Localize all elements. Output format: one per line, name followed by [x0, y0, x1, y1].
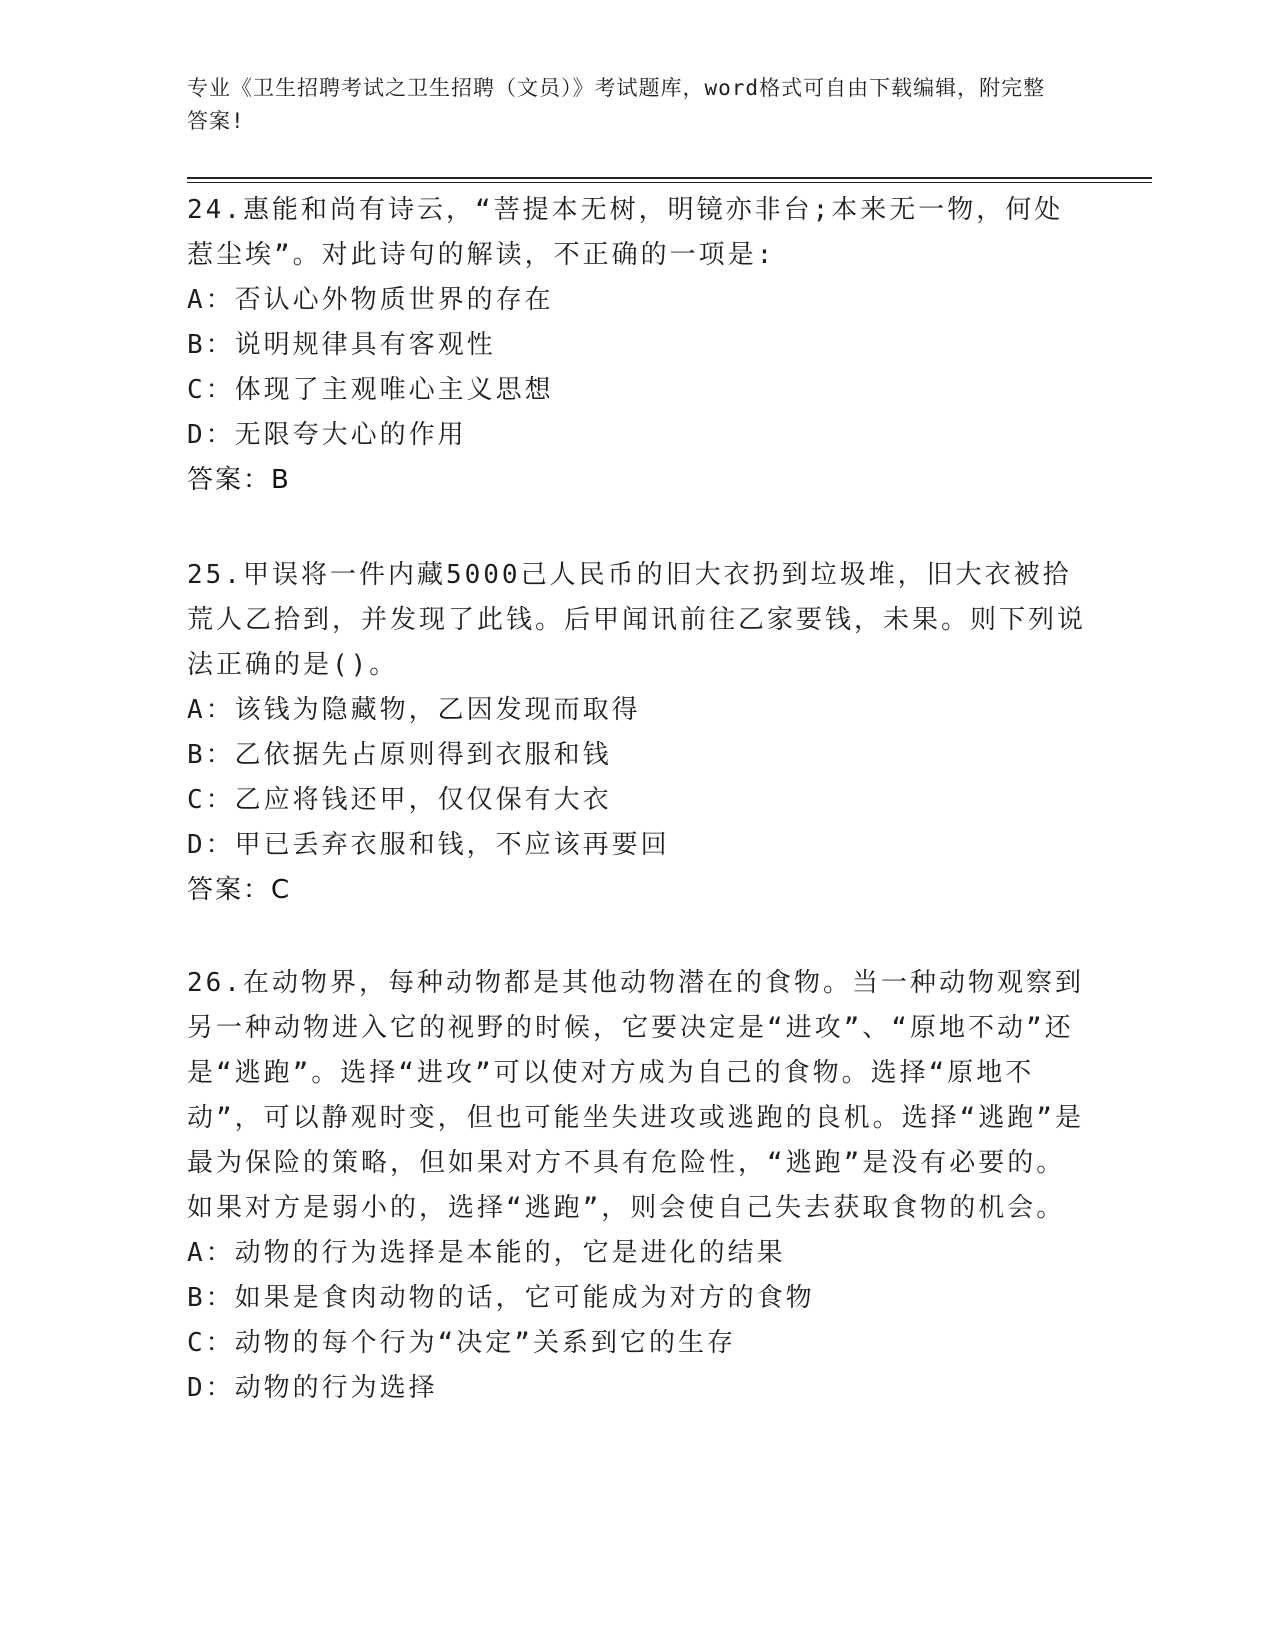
option-b: B：乙依据先占原则得到衣服和钱 — [187, 740, 612, 770]
header-divider-thick — [187, 177, 1152, 179]
option-a: A：动物的行为选择是本能的，它是进化的结果 — [187, 1238, 786, 1268]
document-header: 专业《卫生招聘考试之卫生招聘（文员）》考试题库，word格式可自由下载编辑，附完整答案! — [187, 76, 1046, 133]
option-d: D：无限夸大心的作用 — [187, 420, 467, 450]
option-c: C：动物的每个行为“决定”关系到它的生存 — [187, 1328, 736, 1358]
question-stem: 26.在动物界，每种动物都是其他动物潜在的食物。当一种动物观察到另一种动物进入它的视野的时候，它要决定是“进攻”、“原地不动”还是“逃跑”。选择“进攻”可以使对方成为自己的食物。选择“原地不动”，可以静观时变，但也可能坐失进攻或逃跑的良机。选择“逃跑”是最为保险的策略，但如果对方不具有危险性，“逃跑”是没有必要的。如果对方是弱小的，选择“逃跑”，则会使自己失去获取食物的机会。 — [187, 968, 1084, 1223]
option-a: A：否认心外物质世界的存在 — [187, 285, 554, 315]
header-divider-thin — [187, 182, 1152, 183]
option-b: B：说明规律具有客观性 — [187, 330, 496, 360]
question-stem: 25.甲误将一件内藏5000己人民币的旧大衣扔到垃圾堆，旧大衣被拾荒人乙拾到，并发现了此钱。后甲闻讯前往乙家要钱，未果。则下列说法正确的是()。 — [187, 560, 1087, 680]
question-25 — [187, 553, 1087, 913]
question-stem: 24.惠能和尚有诗云，“菩提本无树，明镜亦非台;本来无一物，何处惹尘埃”。对此诗句的解读，不正确的一项是: — [187, 195, 1064, 270]
option-c: C：体现了主观唯心主义思想 — [187, 375, 554, 405]
question-24 — [187, 188, 1087, 503]
question-26 — [187, 961, 1087, 1411]
option-b: B：如果是食肉动物的话，它可能成为对方的食物 — [187, 1283, 815, 1313]
option-a: A：该钱为隐藏物，乙因发现而取得 — [187, 695, 641, 725]
answer-line: 答案：C — [187, 875, 292, 905]
option-d: D：甲已丢弃衣服和钱，不应该再要回 — [187, 830, 670, 860]
option-d: D：动物的行为选择 — [187, 1373, 438, 1403]
option-c: C：乙应将钱还甲，仅仅保有大衣 — [187, 785, 612, 815]
answer-line: 答案：B — [187, 465, 291, 495]
